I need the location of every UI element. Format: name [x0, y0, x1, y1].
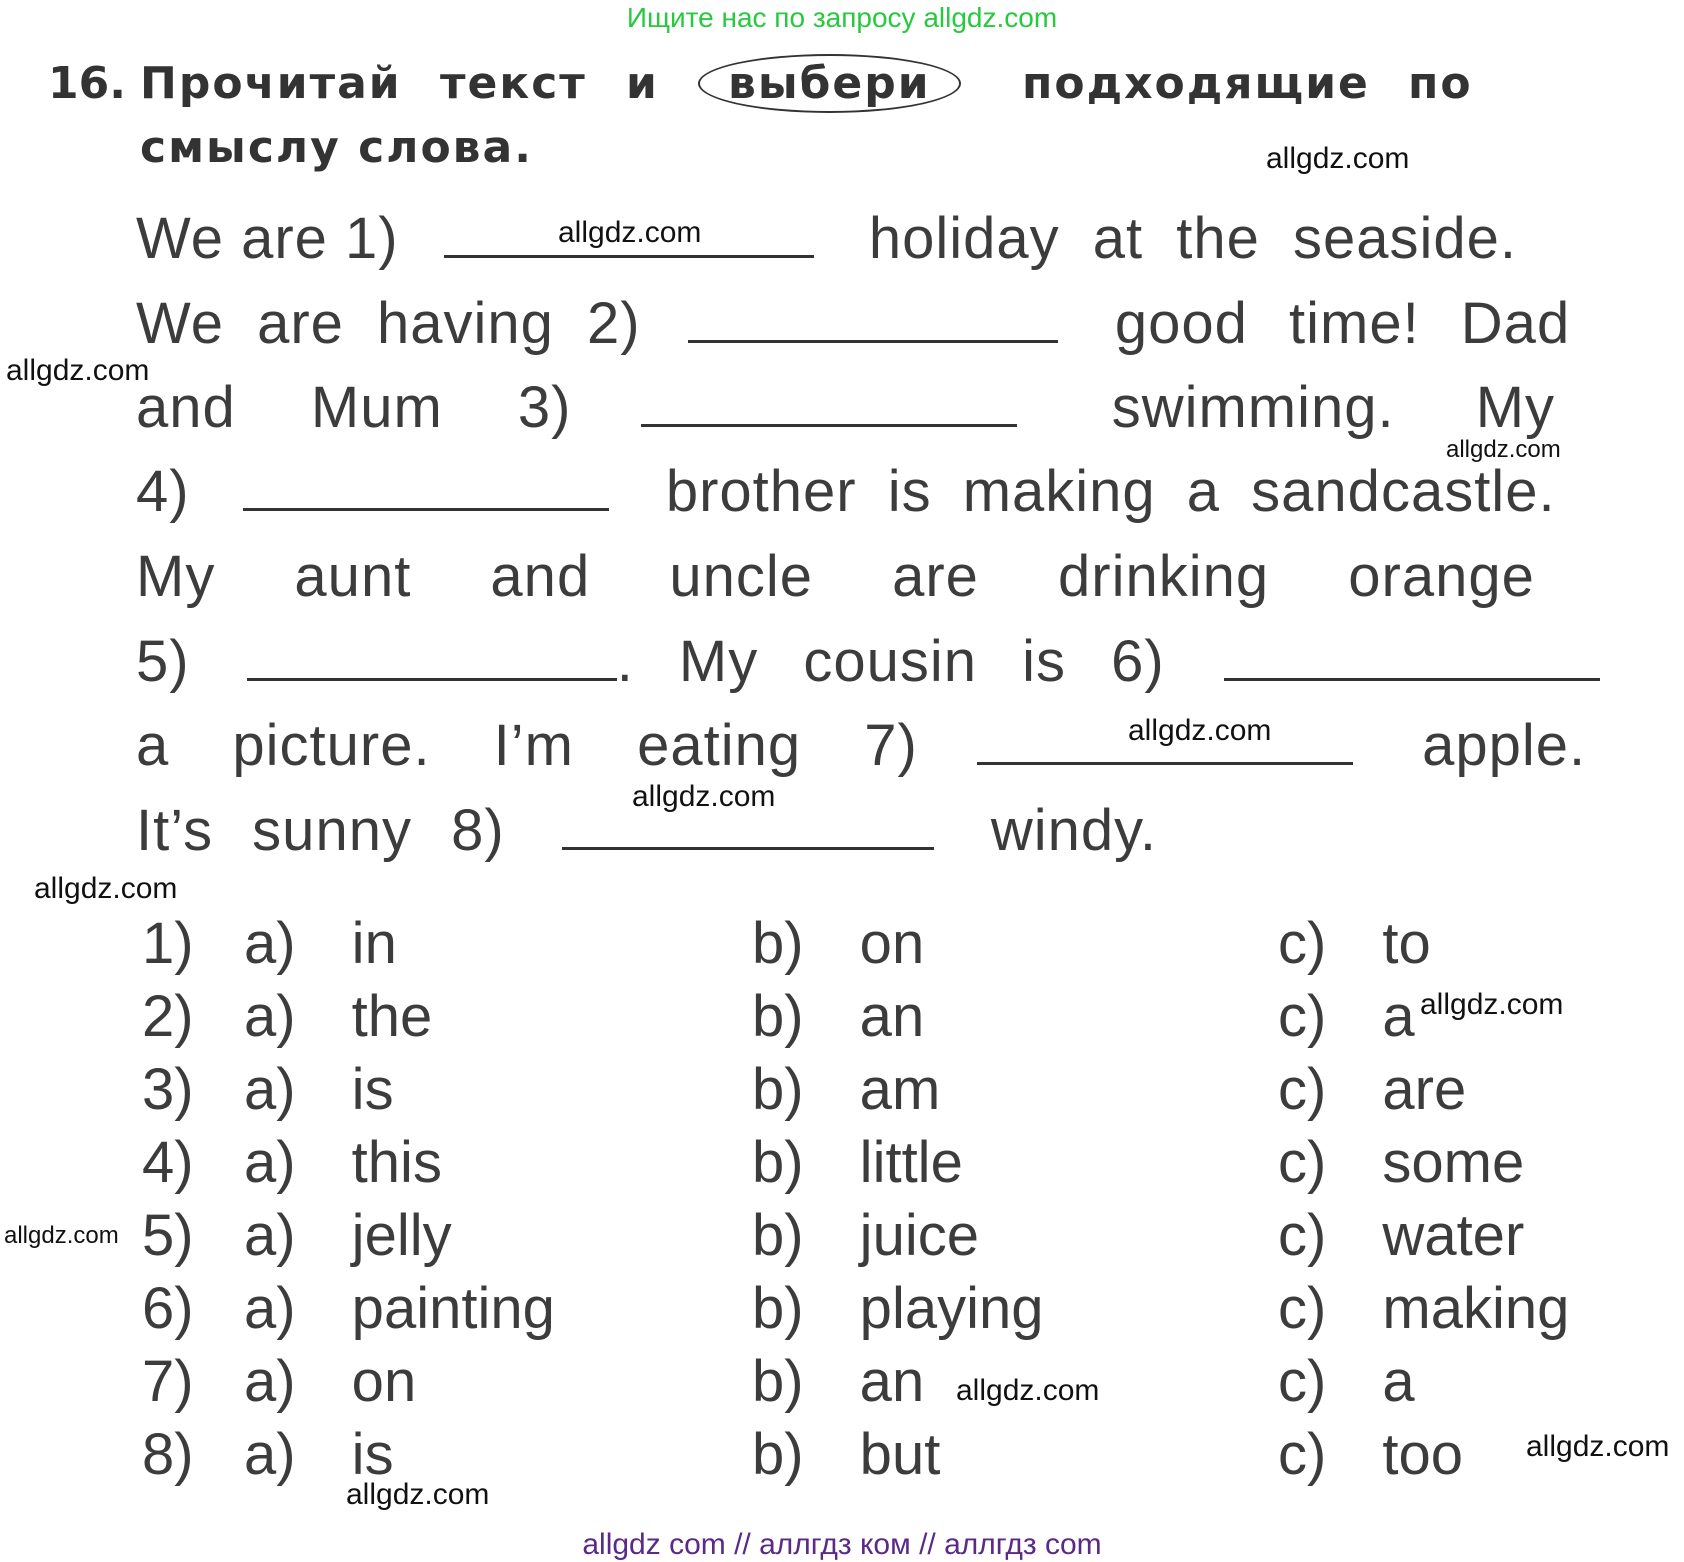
- sentence-6-mid: . My cousin is 6): [616, 629, 1165, 694]
- option-row-2-num: 2): [142, 984, 194, 1049]
- task-number: 16.: [48, 58, 126, 109]
- watermark: allgdz.com: [4, 1222, 119, 1249]
- option-2a[interactable]: a) the: [244, 984, 433, 1049]
- option-2c[interactable]: c) a: [1278, 984, 1415, 1049]
- watermark: allgdz.com: [6, 354, 150, 387]
- sentence-2: [136, 290, 1570, 357]
- task-word-3: и: [626, 58, 659, 109]
- option-row-6-num: 6): [142, 1276, 194, 1341]
- option-row-3-num: 3): [142, 1057, 194, 1122]
- option-row-7-num: 7): [142, 1349, 194, 1414]
- option-3c[interactable]: c) are: [1278, 1057, 1467, 1122]
- task-word-2: текст: [440, 58, 587, 109]
- option-4a[interactable]: a) this: [244, 1130, 442, 1195]
- option-7c[interactable]: c) a: [1278, 1349, 1415, 1414]
- task-word-5: по: [1408, 58, 1473, 109]
- option-row-8-num: 8): [142, 1422, 194, 1487]
- sentence-7-start: a picture. I’m eating 7): [136, 713, 918, 778]
- sentence-5: My aunt and uncle are drinking orange: [136, 544, 1535, 609]
- blank-4[interactable]: [243, 464, 609, 511]
- option-7b[interactable]: b) an: [752, 1349, 925, 1414]
- sentence-4: [136, 458, 1556, 525]
- sentence-4-start: 4): [136, 459, 190, 524]
- watermark: allgdz.com: [1128, 714, 1272, 747]
- sentence-1-end: holiday at the seaside.: [868, 206, 1518, 271]
- watermark: allgdz.com: [956, 1374, 1100, 1407]
- option-5c[interactable]: c) water: [1278, 1203, 1525, 1268]
- option-5a[interactable]: a) jelly: [244, 1203, 452, 1268]
- option-6a[interactable]: a) painting: [244, 1276, 555, 1341]
- option-4b[interactable]: b) little: [752, 1130, 963, 1195]
- watermark: allgdz.com: [1266, 142, 1410, 175]
- sentence-3: [136, 374, 1555, 441]
- task-circled-word: [698, 58, 961, 109]
- task-word-1: Прочитай: [140, 58, 402, 109]
- option-5b[interactable]: b) juice: [752, 1203, 979, 1268]
- watermark: allgdz.com: [346, 1478, 490, 1511]
- blank-2[interactable]: [688, 296, 1058, 343]
- watermark: allgdz.com: [1420, 988, 1564, 1021]
- blank-6[interactable]: [1224, 634, 1600, 681]
- sentence-3-end: swimming. My: [1111, 375, 1556, 440]
- circled-highlight: выбери: [698, 54, 961, 113]
- sentence-8-end: windy.: [990, 798, 1157, 863]
- sentence-6: [136, 628, 1600, 695]
- option-1a[interactable]: a) in: [244, 911, 397, 976]
- sentence-1-start: We are 1): [136, 206, 399, 271]
- watermark: allgdz.com: [1446, 436, 1561, 463]
- sentence-4-end: brother is making a sandcastle.: [665, 459, 1556, 524]
- sentence-2-start: We are having 2): [136, 291, 641, 356]
- blank-5[interactable]: [247, 634, 617, 681]
- watermark: allgdz.com: [558, 216, 702, 249]
- top-banner: Ищите нас по запросу allgdz.com: [626, 2, 1058, 33]
- option-4c[interactable]: c) some: [1278, 1130, 1525, 1195]
- option-1b[interactable]: b) on: [752, 911, 925, 976]
- sentence-6-start: 5): [136, 629, 190, 694]
- option-6c[interactable]: c) making: [1278, 1276, 1570, 1341]
- sentence-3-start: and Mum 3): [136, 375, 572, 440]
- task-line-2: смыслу слова.: [140, 122, 533, 173]
- option-8b[interactable]: b) but: [752, 1422, 941, 1487]
- sentence-8-start: It’s sunny 8): [136, 798, 505, 863]
- sentence-7-end: apple.: [1422, 713, 1587, 778]
- sentence-7: [136, 712, 1586, 779]
- task-word-4: подходящие: [1022, 58, 1370, 109]
- option-7a[interactable]: a) on: [244, 1349, 417, 1414]
- option-8a[interactable]: a) is: [244, 1422, 394, 1487]
- option-3a[interactable]: a) is: [244, 1057, 394, 1122]
- sentence-1: [136, 205, 1517, 272]
- watermark: allgdz.com: [632, 780, 776, 813]
- option-row-4-num: 4): [142, 1130, 194, 1195]
- option-6b[interactable]: b) playing: [752, 1276, 1044, 1341]
- watermark: allgdz.com: [1526, 1430, 1670, 1463]
- option-8c[interactable]: c) too: [1278, 1422, 1464, 1487]
- watermark: allgdz.com: [34, 872, 178, 905]
- option-2b[interactable]: b) an: [752, 984, 925, 1049]
- option-1c[interactable]: c) to: [1278, 911, 1431, 976]
- option-3b[interactable]: b) am: [752, 1057, 941, 1122]
- option-row-5-num: 5): [142, 1203, 194, 1268]
- bottom-banner: allgdz com // аллгдз ком // аллгдз com: [582, 1528, 1102, 1561]
- blank-3[interactable]: [641, 380, 1017, 427]
- sentence-2-end: good time! Dad: [1114, 291, 1571, 356]
- option-row-1-num: 1): [142, 911, 194, 976]
